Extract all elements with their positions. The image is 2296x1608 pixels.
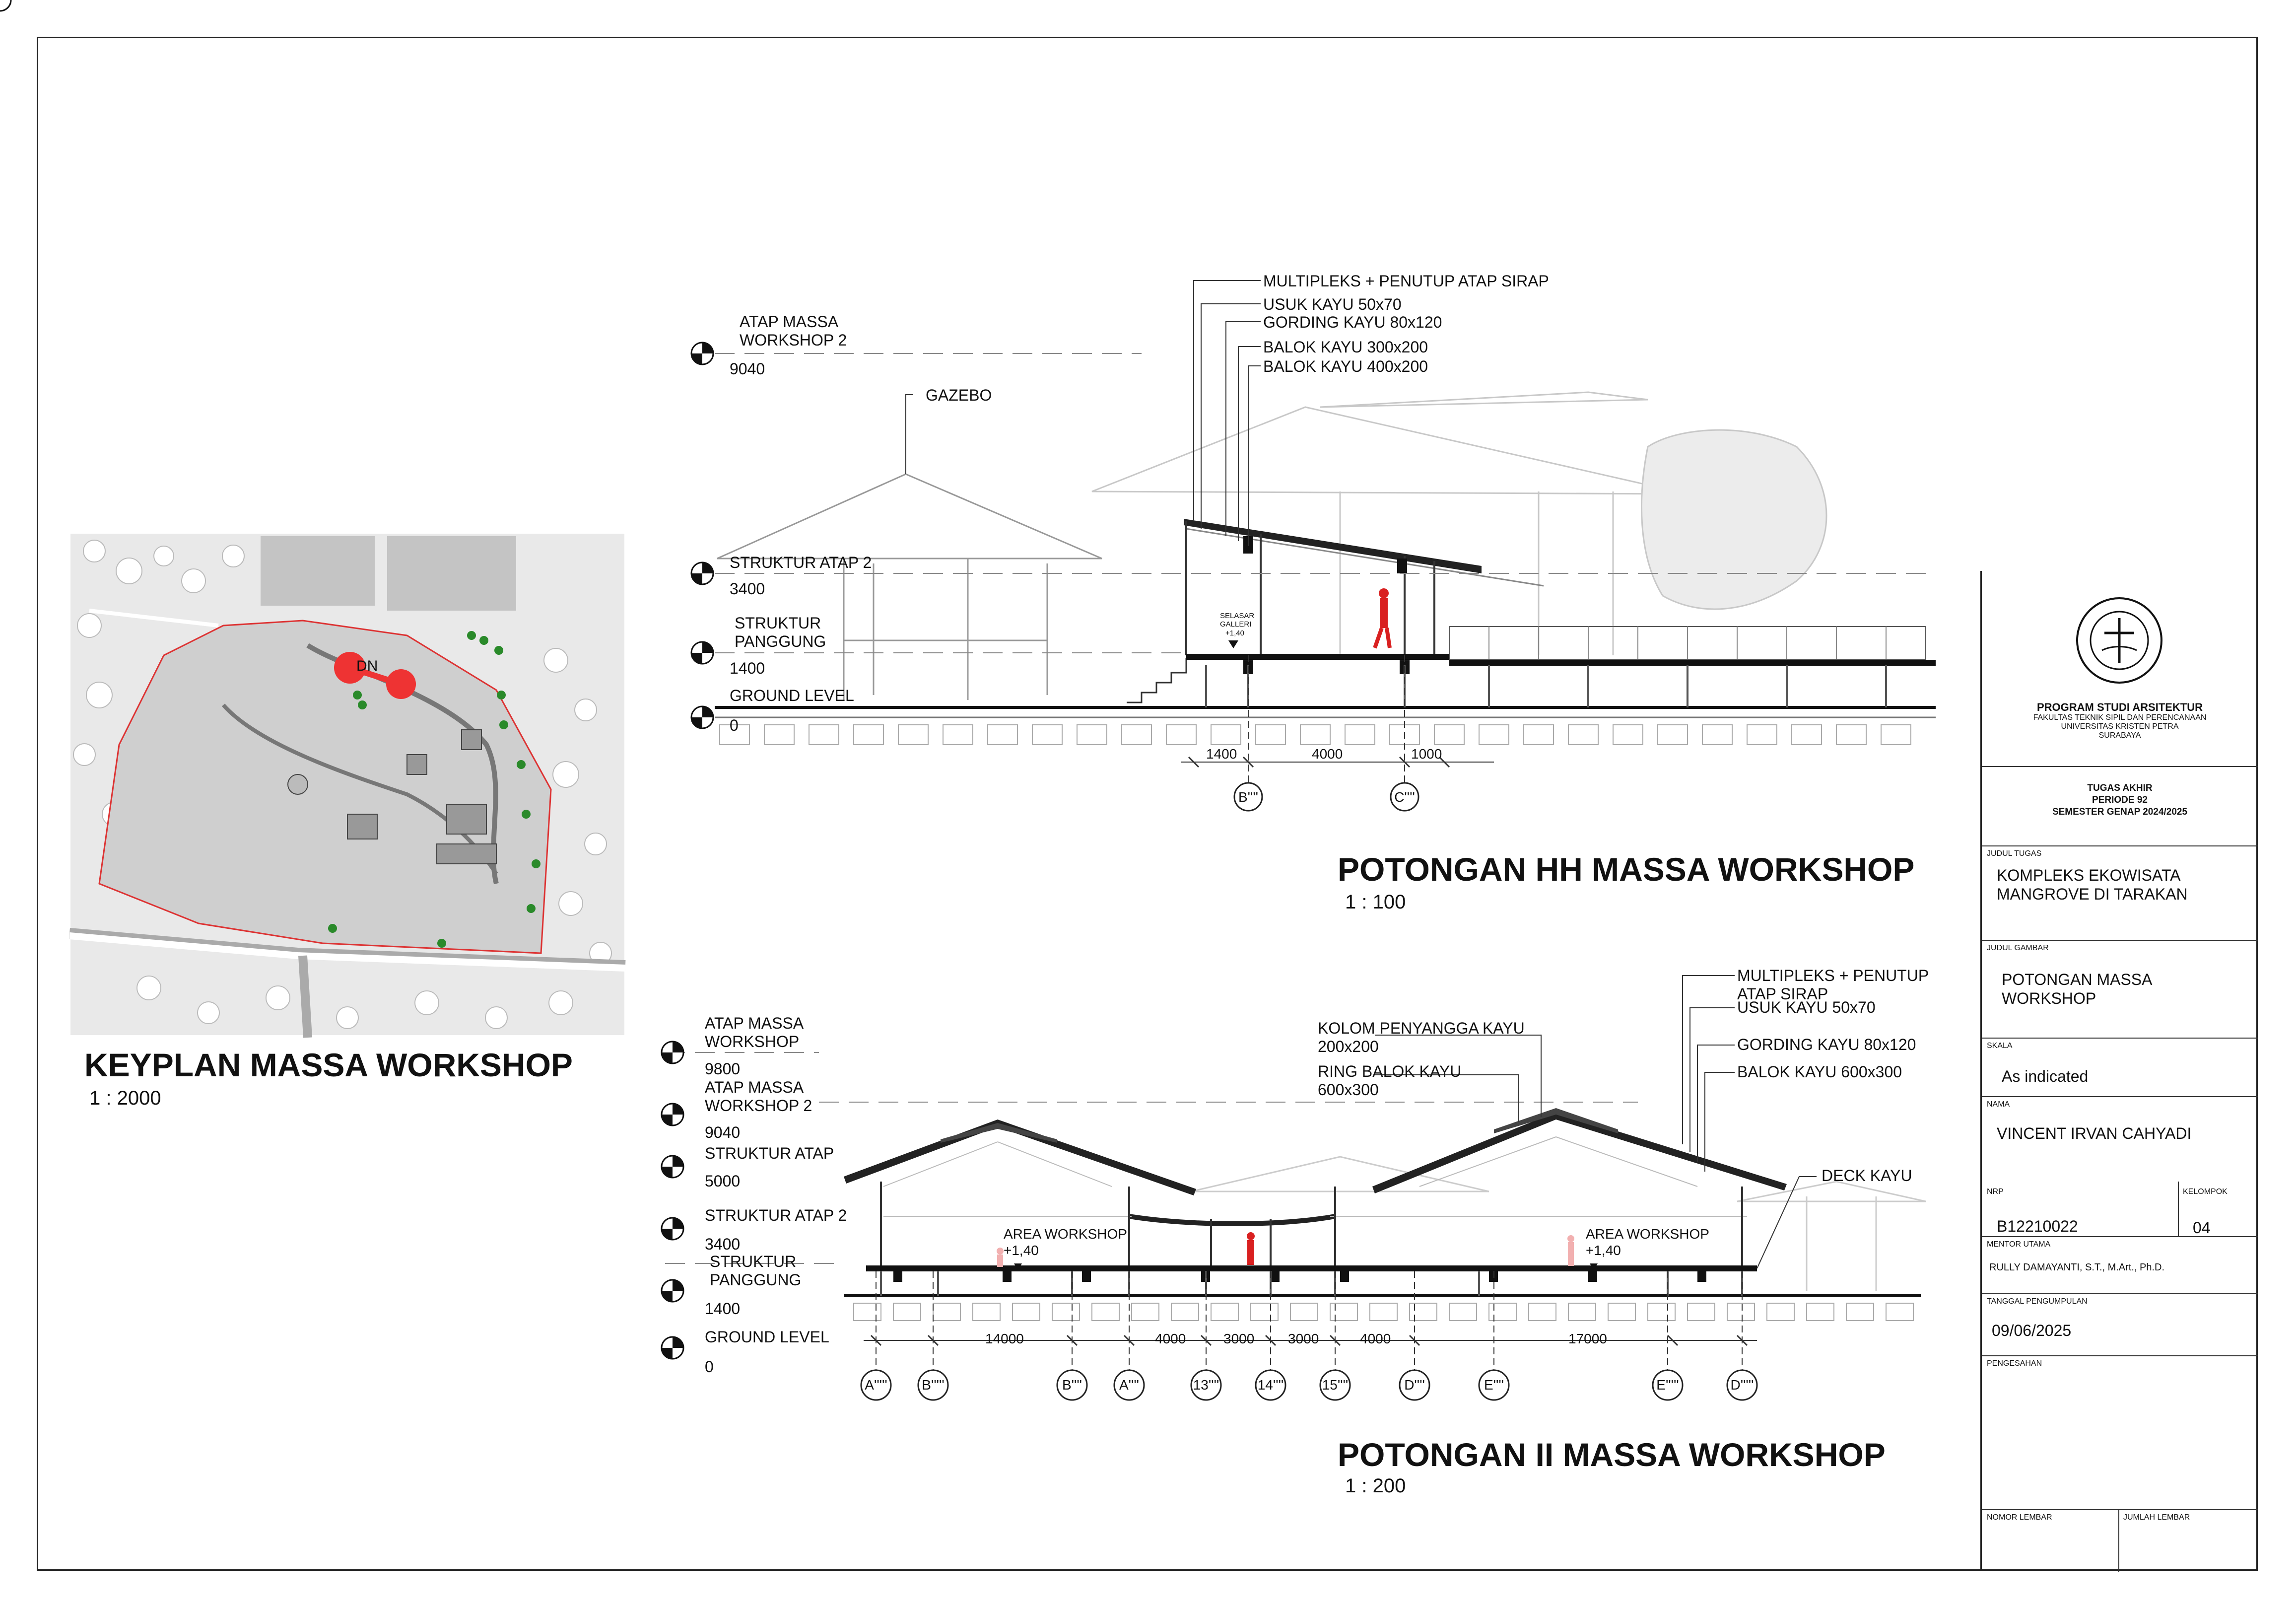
grid-label: C'''' [1394, 789, 1415, 805]
nrp-cell [1982, 1182, 2258, 1236]
title-block [1980, 571, 2258, 1571]
kelompok-value: 04 [2193, 1219, 2211, 1237]
grid-label: A''''' [865, 1377, 887, 1393]
dimension-text: 4000 [1312, 746, 1343, 762]
area-label: AREA WORKSHOP [1586, 1226, 1709, 1242]
callout-label: KOLOM PENYANGGA KAYU 200x200 [1318, 1019, 1525, 1055]
callout-label: GAZEBO [926, 386, 992, 404]
university-name: UNIVERSITAS KRISTEN PETRA [2061, 722, 2179, 731]
dimension-text: 4000 [1360, 1331, 1391, 1346]
judul-tugas-line2: MANGROVE DI TARAKAN [1997, 885, 2188, 903]
callout-label: GORDING KAYU 80x120 [1737, 1036, 1916, 1053]
nrp-caption: NRP [1987, 1188, 2004, 1196]
judul-gambar-caption: JUDUL GAMBAR [1987, 944, 2049, 952]
tanggal-cell [1982, 1293, 2258, 1355]
nama-value: VINCENT IRVAN CAHYADI [1997, 1124, 2192, 1142]
pengesahan-cell [1982, 1355, 2258, 1509]
callout-label: USUK KAYU 50x70 [1263, 295, 1402, 313]
program-name: PROGRAM STUDI ARSITEKTUR [2036, 701, 2203, 713]
level-name: ATAP MASSA WORKSHOP 2 [705, 1078, 812, 1115]
nama-caption: NAMA [1987, 1100, 2010, 1109]
scale-figure-icon [1375, 588, 1390, 648]
level-value: 1400 [705, 1300, 741, 1318]
level-value: 3400 [730, 580, 765, 598]
level-name: ATAP MASSA WORKSHOP [705, 1014, 803, 1050]
grid-label: E''''' [1656, 1377, 1679, 1393]
keyplan-site-plan [69, 534, 625, 1038]
judul-tugas-cell [1982, 845, 2258, 940]
dimension-text: 3000 [1288, 1331, 1319, 1346]
judul-tugas-caption: JUDUL TUGAS [1987, 849, 2042, 858]
grid-label: 15'''' [1322, 1377, 1349, 1393]
nomor-lembar-caption: NOMOR LEMBAR [1987, 1513, 2052, 1522]
keyplan-title: KEYPLAN MASSA WORKSHOP [84, 1047, 573, 1083]
level-value: 9800 [705, 1060, 741, 1078]
level-value: 9040 [730, 360, 765, 378]
semester: SEMESTER GENAP 2024/2025 [2052, 807, 2188, 817]
scale-figure-icon [1247, 1232, 1255, 1265]
grid-label: A'''' [1119, 1377, 1140, 1393]
grid-label: 14'''' [1257, 1377, 1284, 1393]
faculty-name: FAKULTAS TEKNIK SIPIL DAN PERENCANAAN [2033, 713, 2207, 722]
pengesahan-caption: PENGESAHAN [1987, 1359, 2042, 1368]
dimension-text: 1400 [1206, 746, 1237, 762]
grid-label: B'''' [1062, 1377, 1082, 1393]
judul-gambar-line1: POTONGAN MASSA [2002, 971, 2153, 988]
level-value: 3400 [705, 1235, 741, 1253]
dn-label: DN [356, 658, 378, 674]
mentor-cell [1982, 1236, 2258, 1293]
area-label: AREA WORKSHOP [1004, 1226, 1127, 1242]
tugas-cell [1982, 766, 2258, 845]
level-value: 9040 [705, 1123, 741, 1141]
tanggal-value: 09/06/2025 [1992, 1322, 2072, 1339]
level-name: STRUKTUR ATAP 2 [705, 1206, 847, 1224]
dimension-text: 14000 [985, 1331, 1024, 1346]
level-value: 0 [705, 1358, 714, 1376]
grid-label: D''''' [1730, 1377, 1754, 1393]
grid-label: D'''' [1404, 1377, 1425, 1393]
grid-label: B''''' [922, 1377, 945, 1393]
grid-label: 13'''' [1193, 1377, 1219, 1393]
dimension-text: 1000 [1411, 746, 1442, 762]
callout-label: BALOK KAYU 600x300 [1737, 1063, 1902, 1081]
mentor-caption: MENTOR UTAMA [1987, 1240, 2051, 1249]
grid-label: B'''' [1238, 789, 1259, 805]
nrp-value: B12210022 [1997, 1217, 2078, 1235]
level-value: 5000 [705, 1172, 741, 1190]
section-hh-scale: 1 : 100 [1345, 891, 1406, 913]
section-hh-title: POTONGAN HH MASSA WORKSHOP [1338, 851, 1915, 888]
callout-label: BALOK KAYU 400x200 [1263, 357, 1428, 375]
level-name: STRUKTUR PANGGUNG [710, 1253, 802, 1289]
level-name: GROUND LEVEL [705, 1328, 829, 1346]
area-level: +1,40 [1004, 1243, 1039, 1258]
callout-label: MULTIPLEKS + PENUTUP ATAP SIRAP [1263, 272, 1549, 290]
dimension-text: 4000 [1155, 1331, 1186, 1346]
skala-caption: SKALA [1987, 1042, 2013, 1050]
level-name: STRUKTUR PANGGUNG [735, 614, 826, 650]
judul-gambar-line2: WORKSHOP [2002, 989, 2096, 1007]
periode: PERIODE 92 [2092, 795, 2148, 805]
judul-tugas-line1: KOMPLEKS EKOWISATA [1997, 866, 2181, 884]
level-value: 1400 [730, 659, 765, 677]
skala-cell [1982, 1038, 2258, 1096]
kelompok-caption: KELOMPOK [2183, 1188, 2228, 1196]
judul-gambar-cell [1982, 940, 2258, 1038]
callout-label: BALOK KAYU 300x200 [1263, 338, 1428, 356]
city-name: SURABAYA [2098, 731, 2141, 740]
level-value: 0 [730, 716, 739, 734]
callout-label: GORDING KAYU 80x120 [1263, 313, 1442, 331]
dimension-text: 3000 [1223, 1331, 1255, 1346]
callout-label: RING BALOK KAYU 600x300 [1318, 1062, 1462, 1099]
skala-value: As indicated [2002, 1067, 2089, 1085]
area-level: +1,40 [1586, 1243, 1621, 1258]
mentor-value: RULLY DAMAYANTI, S.T., M.Art., Ph.D. [1989, 1262, 2165, 1273]
keyplan-scale: 1 : 2000 [89, 1087, 161, 1109]
tugas-akhir: TUGAS AKHIR [2087, 783, 2153, 793]
callout-label: MULTIPLEKS + PENUTUP ATAP SIRAP [1737, 967, 1929, 1003]
tanggal-caption: TANGGAL PENGUMPULAN [1987, 1297, 2088, 1306]
grid-label: E'''' [1484, 1377, 1504, 1393]
level-name: ATAP MASSA WORKSHOP 2 [740, 313, 847, 349]
selasar-tag: SELASAR GALLERI +1,40 [1220, 612, 1255, 637]
dimension-text: 17000 [1568, 1331, 1607, 1346]
level-name: STRUKTUR ATAP [705, 1144, 834, 1162]
callout-label: USUK KAYU 50x70 [1737, 998, 1876, 1016]
level-name: STRUKTUR ATAP 2 [730, 554, 872, 571]
section-ii-scale: 1 : 200 [1345, 1475, 1406, 1497]
lembar-cell [1982, 1509, 2258, 1571]
section-ii-title: POTONGAN II MASSA WORKSHOP [1338, 1436, 1886, 1473]
jumlah-lembar-caption: JUMLAH LEMBAR [2123, 1513, 2190, 1522]
level-name: GROUND LEVEL [730, 687, 854, 704]
callout-label: DECK KAYU [1822, 1167, 1912, 1185]
